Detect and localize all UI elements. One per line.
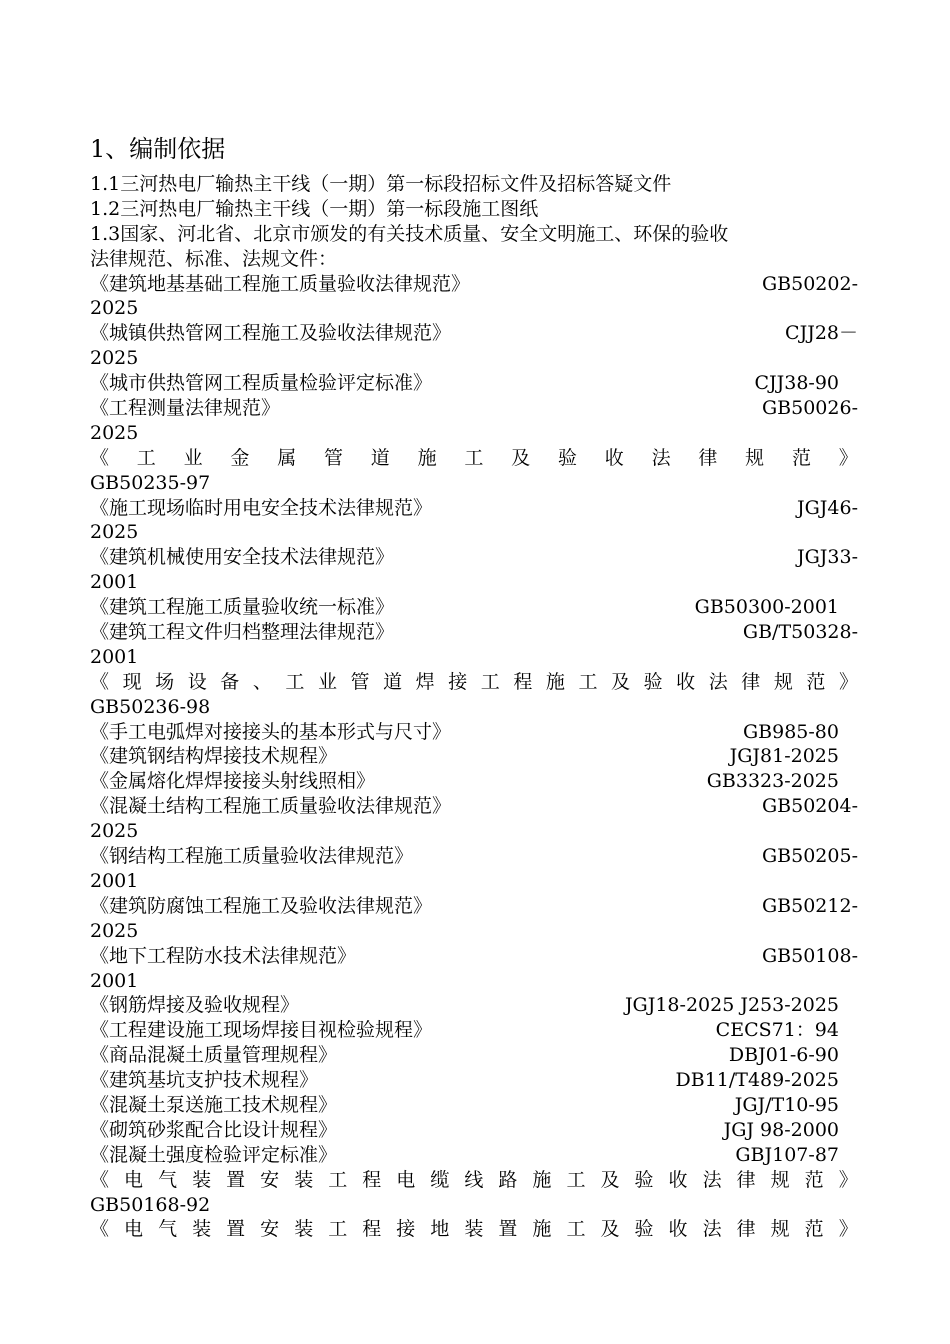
standard-title-line (90, 1168, 858, 1193)
title-char: 工 (328, 1218, 348, 1241)
standard-title: 《金属熔化焊焊接接头射线照相》 (90, 770, 376, 793)
standard-code: CJJ28－ (785, 322, 858, 345)
title-char: 规 (745, 446, 765, 469)
title-char: 》 (838, 670, 858, 693)
title-char: 》 (838, 446, 858, 469)
title-char: 施 (417, 446, 437, 469)
standard-code-cont: 2001 (90, 869, 139, 892)
standard-code-cont: 2025 (90, 421, 139, 444)
intro-line (90, 197, 858, 222)
standard-title: 《建筑机械使用安全技术法律规范》 (90, 546, 395, 569)
title-char: 备 (220, 670, 240, 693)
standard-code-continuation (90, 869, 858, 894)
title-char: 工 (566, 1168, 586, 1191)
title-char: 法 (702, 1168, 722, 1191)
title-char: 施 (532, 1168, 552, 1191)
standard-title: 《砌筑砂浆配合比设计规程》 (90, 1118, 338, 1141)
title-char: 地 (430, 1218, 450, 1241)
standard-code-continuation (90, 346, 858, 371)
standard-title: 《商品混凝土质量管理规程》 (90, 1044, 338, 1067)
standard-code-cont: GB50168-92 (90, 1193, 211, 1216)
standard-code-continuation (90, 969, 858, 994)
standard-line (90, 1093, 858, 1118)
title-char: 及 (511, 446, 531, 469)
standard-line (90, 595, 858, 620)
title-char: 业 (317, 670, 337, 693)
title-char: 安 (260, 1218, 280, 1241)
standard-title: 《钢结构工程施工质量验收法律规范》 (90, 845, 414, 868)
title-char: 收 (676, 670, 696, 693)
standard-title: 《建筑工程施工质量验收统一标准》 (90, 596, 395, 619)
standard-title: 《建筑钢结构焊接技术规程》 (90, 745, 338, 768)
title-char: 道 (383, 670, 403, 693)
section-heading: 1、编制依据 (90, 135, 226, 163)
standard-code: JGJ18-2025 J253-2025 (624, 994, 839, 1017)
title-char: 置 (226, 1168, 246, 1191)
standard-title: 《施工现场临时用电安全技术法律规范》 (90, 496, 433, 519)
title-char: 接 (448, 670, 468, 693)
standard-title: 《建筑工程文件归档整理法律规范》 (90, 621, 395, 644)
title-char: 电 (396, 1168, 416, 1191)
standard-line (90, 1043, 858, 1068)
standard-code: GBJ107-87 (735, 1143, 839, 1166)
title-char: 规 (773, 670, 793, 693)
title-char: 工 (328, 1168, 348, 1191)
standard-title: 《钢筋焊接及验收规程》 (90, 994, 300, 1017)
intro-text: 法律规范、标准、法规文件： (90, 247, 338, 270)
title-char: 设 (187, 670, 207, 693)
title-char: 场 (155, 670, 175, 693)
standard-code-cont: GB50236-98 (90, 695, 211, 718)
standard-code: GB50212- (761, 894, 858, 917)
standard-title: 《混凝土结构工程施工质量验收法律规范》 (90, 795, 452, 818)
standard-code: JGJ33- (796, 546, 858, 569)
title-char: 管 (350, 670, 370, 693)
standard-code-cont: 2001 (90, 645, 139, 668)
standard-code-continuation (90, 919, 858, 944)
title-char: 装 (294, 1218, 314, 1241)
title-char: 《 (90, 670, 110, 693)
title-char: 道 (370, 446, 390, 469)
title-char: 验 (634, 1218, 654, 1241)
standard-line (90, 1068, 858, 1093)
standard-line (90, 1018, 858, 1043)
standard-line (90, 844, 858, 869)
standard-code-continuation (90, 296, 858, 321)
intro-text: 1.2三河热电厂输热主干线（一期）第一标段施工图纸 (90, 197, 539, 220)
title-char: 法 (651, 446, 671, 469)
standard-title: 《建筑地基基础工程施工质量验收法律规范》 (90, 272, 471, 295)
standard-code: GB50108- (761, 944, 858, 967)
title-char: 装 (192, 1218, 212, 1241)
title-char: 业 (183, 446, 203, 469)
standard-line (90, 272, 858, 297)
standard-code: GB50205- (761, 845, 858, 868)
title-char: 验 (643, 670, 663, 693)
title-char: 工 (480, 670, 500, 693)
title-char: 现 (122, 670, 142, 693)
title-char: 气 (158, 1218, 178, 1241)
title-char: 法 (708, 670, 728, 693)
title-char: 属 (277, 446, 297, 469)
title-char: 程 (513, 670, 533, 693)
standard-title: 《工程测量法律规范》 (90, 397, 281, 420)
title-char: 工 (464, 446, 484, 469)
standard-code-cont: 2025 (90, 297, 139, 320)
standard-title: 《混凝土强度检验评定标准》 (90, 1143, 338, 1166)
standard-code-cont: 2025 (90, 521, 139, 544)
standard-code-continuation (90, 645, 858, 670)
standard-code: GB50204- (761, 795, 858, 818)
title-char: 验 (557, 446, 577, 469)
title-char: 》 (838, 1218, 858, 1241)
standard-code: GB985-80 (742, 720, 839, 743)
title-char: 装 (464, 1218, 484, 1241)
title-char: 范 (804, 1168, 824, 1191)
title-char: 律 (698, 446, 718, 469)
title-char: 工 (566, 1218, 586, 1241)
title-char: 安 (260, 1168, 280, 1191)
standard-title-line (90, 670, 858, 695)
standard-line (90, 371, 858, 396)
standard-code-cont: 2001 (90, 969, 139, 992)
title-char: 范 (804, 1218, 824, 1241)
title-char: 收 (668, 1218, 688, 1241)
standard-code-continuation (90, 695, 858, 720)
standard-title: 《建筑防腐蚀工程施工及验收法律规范》 (90, 894, 433, 917)
title-char: 、 (252, 670, 272, 693)
intro-line (90, 247, 858, 272)
title-char: 法 (702, 1218, 722, 1241)
title-char: 装 (192, 1168, 212, 1191)
title-char: 程 (362, 1168, 382, 1191)
standard-code: JGJ 98-2000 (723, 1118, 839, 1141)
title-char: 收 (604, 446, 624, 469)
title-char: 收 (668, 1168, 688, 1191)
title-char: 律 (736, 1168, 756, 1191)
title-char: 《 (90, 1168, 110, 1191)
title-char: 置 (498, 1218, 518, 1241)
intro-text: 1.1三河热电厂输热主干线（一期）第一标段招标文件及招标答疑文件 (90, 173, 672, 195)
title-char: 规 (770, 1218, 790, 1241)
standard-code: CECS71：94 (715, 1019, 839, 1042)
standard-title: 《地下工程防水技术法律规范》 (90, 944, 357, 967)
standard-code-cont: 2025 (90, 919, 139, 942)
standard-code-continuation (90, 520, 858, 545)
standard-line (90, 944, 858, 969)
title-char: 金 (230, 446, 250, 469)
standard-title: 《城市供热管网工程质量检验评定标准》 (90, 372, 433, 395)
standard-title-line (90, 1217, 858, 1242)
standard-title: 《工程建设施工现场焊接目视检验规程》 (90, 1019, 433, 1042)
title-char: 装 (294, 1168, 314, 1191)
title-char: 工 (285, 670, 305, 693)
standard-line (90, 396, 858, 421)
standard-code: GB50202- (761, 272, 858, 295)
standard-line (90, 545, 858, 570)
title-char: 接 (396, 1218, 416, 1241)
title-char: 管 (323, 446, 343, 469)
intro-line (90, 172, 858, 197)
title-char: 电 (124, 1168, 144, 1191)
standard-line (90, 496, 858, 521)
standard-code: GB/T50328- (742, 621, 858, 644)
title-char: 律 (741, 670, 761, 693)
standard-title: 《手工电弧焊对接接头的基本形式与尺寸》 (90, 720, 452, 743)
standard-line (90, 1118, 858, 1143)
title-char: 及 (600, 1168, 620, 1191)
title-char: 施 (545, 670, 565, 693)
intro-line (90, 222, 858, 247)
standard-title: 《城镇供热管网工程施工及验收法律规范》 (90, 322, 452, 345)
title-char: 《 (90, 446, 110, 469)
title-char: 工 (136, 446, 156, 469)
standard-code-continuation (90, 471, 858, 496)
standard-code-cont: GB50235-97 (90, 471, 211, 494)
standard-line (90, 744, 858, 769)
title-char: 规 (770, 1168, 790, 1191)
standard-code-continuation (90, 819, 858, 844)
title-char: 》 (838, 1168, 858, 1191)
standard-code: GB3323-2025 (706, 770, 839, 793)
document-body (90, 172, 858, 1242)
standard-code-continuation (90, 1193, 858, 1218)
standard-title: 《建筑基坑支护技术规程》 (90, 1069, 319, 1092)
title-char: 及 (600, 1218, 620, 1241)
title-char: 缆 (430, 1168, 450, 1191)
title-char: 线 (464, 1168, 484, 1191)
standard-line (90, 720, 858, 745)
standard-code: GB50026- (761, 397, 858, 420)
title-char: 程 (362, 1218, 382, 1241)
standard-code: JGJ46- (796, 496, 858, 519)
standard-line (90, 794, 858, 819)
title-char: 律 (736, 1218, 756, 1241)
standard-line (90, 620, 858, 645)
standard-line (90, 1143, 858, 1168)
title-char: 路 (498, 1168, 518, 1191)
standard-code: DB11/T489-2025 (675, 1069, 839, 1092)
standard-line (90, 894, 858, 919)
title-char: 验 (634, 1168, 654, 1191)
standard-code: JGJ81-2025 (729, 745, 839, 768)
title-char: 施 (532, 1218, 552, 1241)
standard-code-cont: 2001 (90, 571, 139, 594)
standard-code-continuation (90, 421, 858, 446)
standard-code-cont: 2025 (90, 347, 139, 370)
title-char: 焊 (415, 670, 435, 693)
standard-line (90, 769, 858, 794)
standard-line (90, 993, 858, 1018)
standard-title: 《混凝土泵送施工技术规程》 (90, 1093, 338, 1116)
standard-code: GB50300-2001 (694, 596, 839, 619)
intro-text: 1.3国家、河北省、北京市颁发的有关技术质量、安全文明施工、环保的验收 (90, 222, 729, 245)
standard-code: DBJ01-6-90 (728, 1044, 839, 1067)
title-char: 气 (158, 1168, 178, 1191)
title-char: 电 (124, 1218, 144, 1241)
standard-code-cont: 2025 (90, 820, 139, 843)
standard-code-continuation (90, 570, 858, 595)
title-char: 范 (791, 446, 811, 469)
title-char: 工 (578, 670, 598, 693)
standard-line (90, 321, 858, 346)
title-char: 范 (806, 670, 826, 693)
title-char: 《 (90, 1218, 110, 1241)
standard-code: CJJ38-90 (754, 372, 839, 395)
standard-code: JGJ/T10-95 (734, 1093, 839, 1116)
title-char: 置 (226, 1218, 246, 1241)
standard-title-line (90, 446, 858, 471)
title-char: 及 (611, 670, 631, 693)
